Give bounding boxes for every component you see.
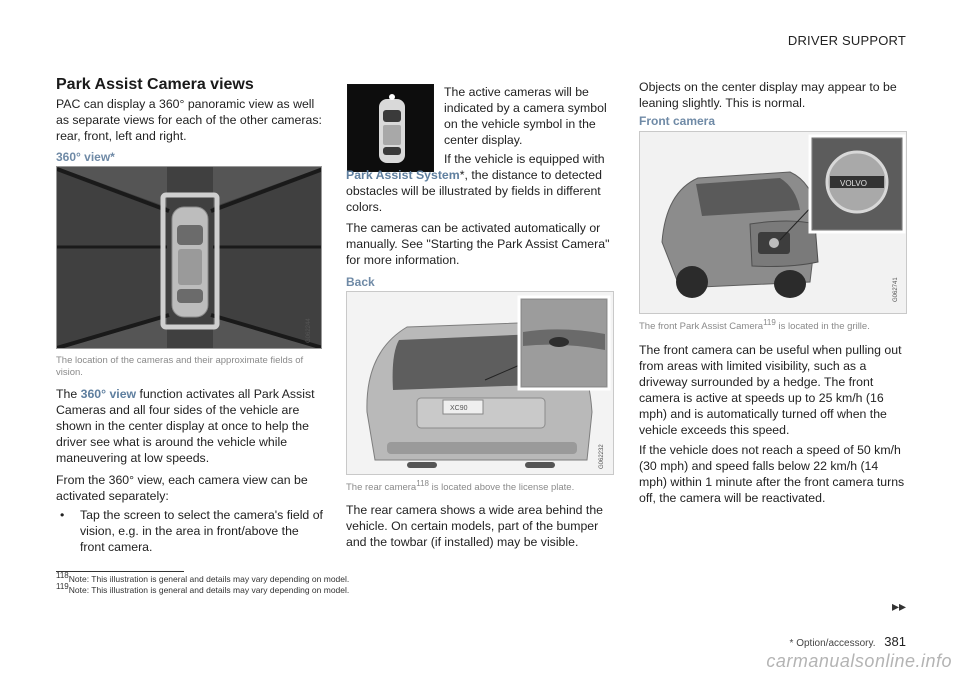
footnote-118 [56,571,656,584]
image-code: G062741 [893,277,899,302]
rear-plate-text: XC90 [450,405,468,412]
image-caption [639,317,909,333]
footnote-number: 119 [56,582,69,592]
para-text: The [56,387,81,401]
paragraph-360-view [56,386,324,466]
paragraph-activation: The cameras can be activated automatically or manually. See "Starting the Park Assist Camera" for more information. [346,221,610,267]
option-accessory-note: * Option/accessory. [789,638,876,649]
footnote-text: Note: This illustration is general and details may vary depending on model. [68,574,350,584]
image-code: G062244 [306,318,312,343]
bullet-item [56,507,324,555]
image-code: G062232 [599,444,605,469]
paragraph-leaning: Objects on the center display may appear to be leaning slightly. This is normal. [639,80,897,110]
paragraph-from-360: From the 360° view, each camera view can be activated separately: [56,473,308,503]
image-rear-camera [346,291,614,475]
grille-logo-text: VOLVO [840,179,867,188]
option-star: * [459,168,465,182]
para-text: function activates all Park Assist Cameras and all four sides of the vehicle are shown in the center display at once to help the driver see what is around the vehicle while maneuvering at low speeds. [56,387,315,465]
subheading-360-label: 360° view [56,150,111,164]
caption-text: is located in the grille. [775,321,870,332]
subheading-back: Back [346,275,375,289]
intro-paragraph: PAC can display a 360° panoramic view as well as separate views for each of the other cameras: rear, front, left and right. [56,97,322,143]
footnote-119 [56,582,656,595]
watermark: carmanualsonline.info [766,651,952,671]
paragraph-active-cameras: The active cameras will be indicated by a camera symbol on the vehicle symbol in the center display. [444,85,607,147]
image-caption [346,478,616,494]
caption-text: The front Park Assist Camera [639,321,764,332]
caption-text: is located above the license plate. [429,482,575,493]
paragraph-rear-camera: The rear camera shows a wide area behind the vehicle. On certain models, part of the bumper and the towbar (if installed) may be visible. [346,503,604,549]
caption-text: The rear camera [346,482,417,493]
camera-icon [389,94,395,100]
rear-camera-illustration [347,292,614,475]
page-footer [790,634,906,649]
para-text: , the distance to detected obstacles will be illustrated by fields in different colors. [346,168,602,214]
page-number: 381 [884,634,906,649]
option-star: * [110,150,115,164]
footnote-text: Note: This illustration is general and details may vary depending on model. [68,585,350,595]
paragraph-reactivation: If the vehicle does not reach a speed of 50 km/h (30 mph) and speed falls below 22 km/h (14 mph) within 1 minute after the front camera turns off, the camera will be reactivated. [639,443,905,505]
paragraph-front-camera: The front camera can be useful when pulling out from areas with limited visibility, such as a driveway surrounded by a hedge. The front camera is active at speeds up to 25 km/h (16 mph) and is automatically turned off when the vehicle exceeds this speed. [639,343,902,437]
image-360-view [56,166,322,349]
next-page-arrows-icon[interactable]: ▸▸ [891,598,906,614]
front-camera-illustration [640,132,907,314]
link-360-view[interactable]: 360° view [80,387,137,401]
bullet-text: Tap the screen to select the camera's field of vision, e.g. in the area in front/above the front camera. [80,508,323,554]
subheading-360-view [56,150,115,164]
page-title: Park Assist Camera views [56,76,254,93]
paragraph-park-assist-system [346,151,616,215]
image-front-camera [639,131,907,314]
subheading-front-camera: Front camera [639,114,716,128]
camera-fields-illustration [57,167,322,349]
footnote-ref[interactable]: 119 [763,317,776,327]
para-text: If the vehicle is equipped with [444,152,605,166]
footnote-number: 118 [56,571,69,581]
link-park-assist-system[interactable]: Park Assist System [346,168,460,182]
section-header: DRIVER SUPPORT [787,33,906,48]
bullet-mark: • [60,508,65,522]
footnote-rule [56,571,184,572]
footnote-ref[interactable]: 118 [416,478,429,488]
image-caption: The location of the cameras and their approximate fields of vision. [56,355,304,378]
